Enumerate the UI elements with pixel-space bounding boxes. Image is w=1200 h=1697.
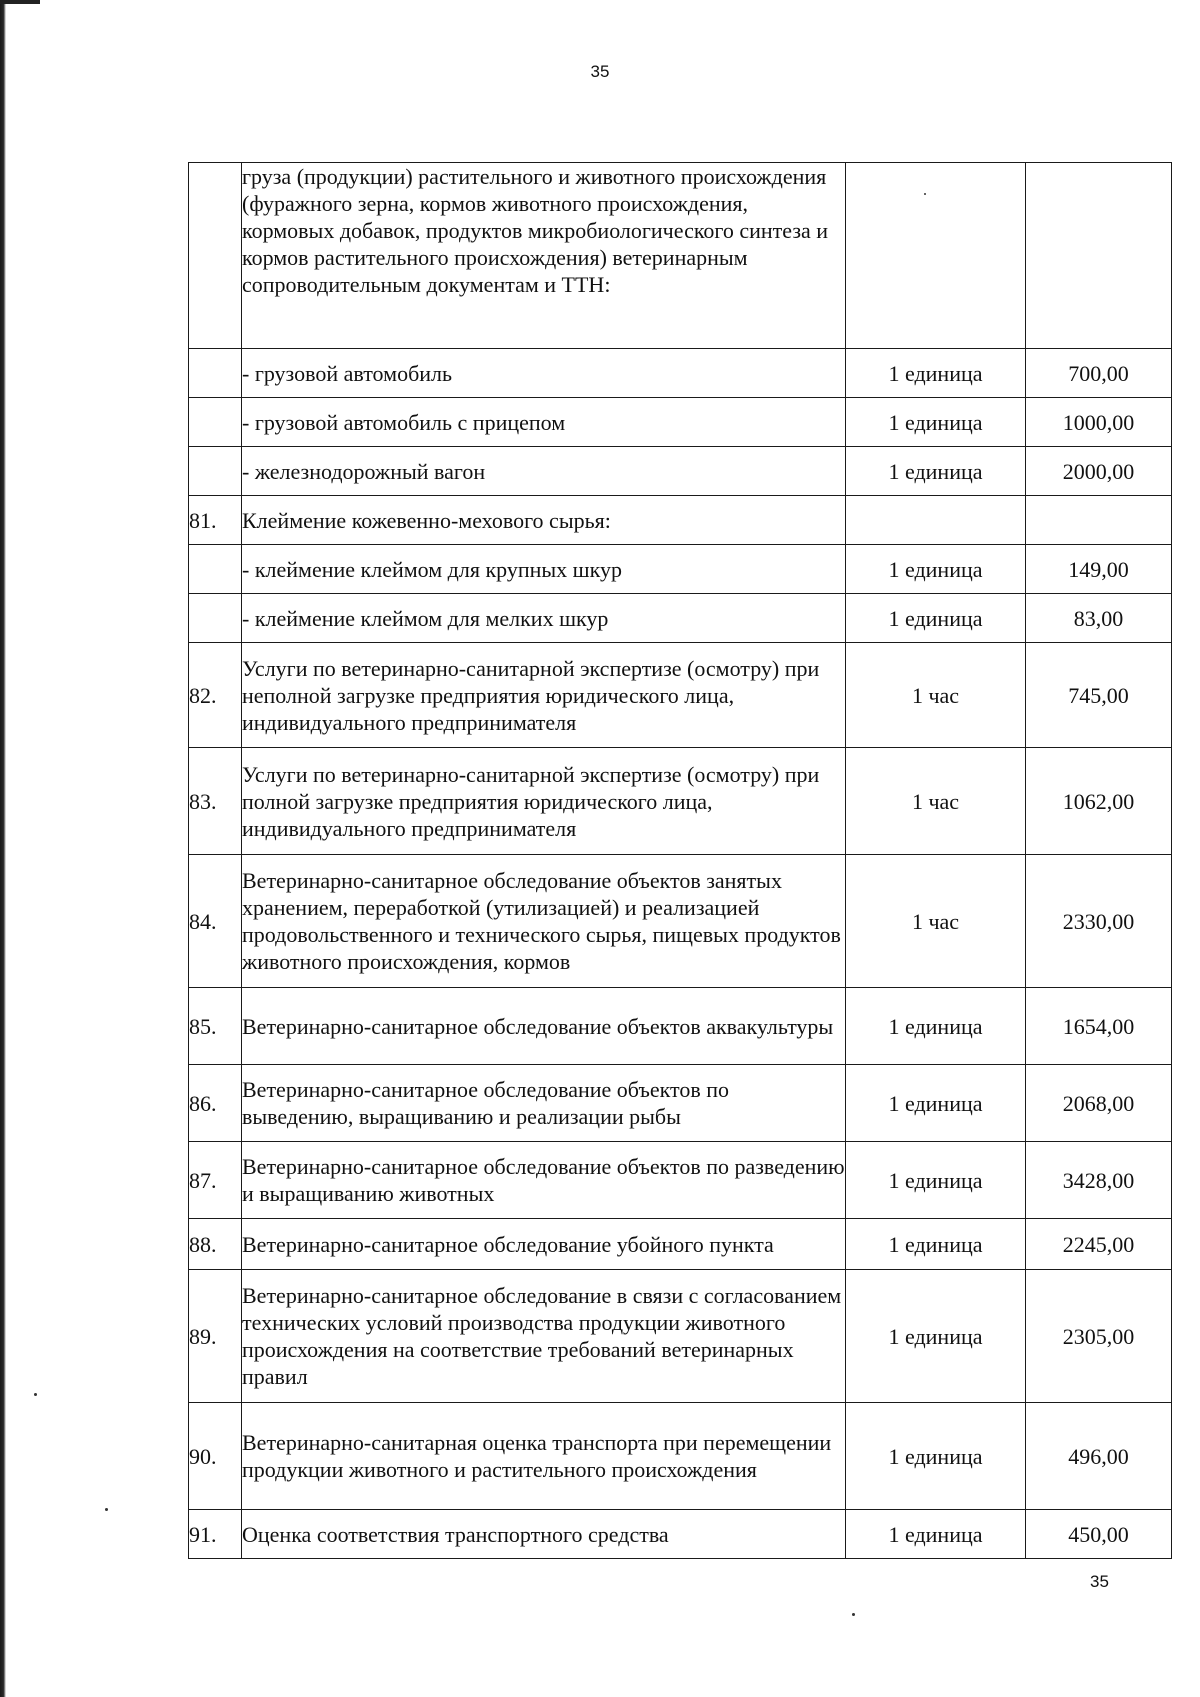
row-description: Ветеринарно-санитарное обследование объектов по выведению, выращиванию и реализации рыбы — [242, 1065, 846, 1142]
row-price: 1062,00 — [1026, 748, 1172, 855]
table-row — [189, 1270, 1172, 1403]
row-unit: 1 час — [846, 643, 1026, 748]
row-unit: 1 единица — [846, 1403, 1026, 1510]
table-row — [189, 1142, 1172, 1219]
row-number — [189, 163, 242, 349]
row-unit: 1 единица — [846, 545, 1026, 594]
table-row — [189, 163, 1172, 349]
table-row — [189, 1065, 1172, 1142]
row-price: 2068,00 — [1026, 1065, 1172, 1142]
row-number: 83. — [189, 748, 242, 855]
row-number: 91. — [189, 1510, 242, 1559]
table-row — [189, 1219, 1172, 1270]
table-row — [189, 594, 1172, 643]
row-description: Ветеринарно-санитарное обследование убойного пункта — [242, 1219, 846, 1270]
row-number: 85. — [189, 988, 242, 1065]
table-row — [189, 447, 1172, 496]
row-price: 3428,00 — [1026, 1142, 1172, 1219]
row-unit: 1 единица — [846, 1065, 1026, 1142]
row-number: 84. — [189, 855, 242, 988]
table-row — [189, 1510, 1172, 1559]
row-unit: 1 единица — [846, 1270, 1026, 1403]
row-number: 90. — [189, 1403, 242, 1510]
row-number — [189, 349, 242, 398]
row-unit: 1 единица — [846, 349, 1026, 398]
row-number: 86. — [189, 1065, 242, 1142]
row-unit: 1 единица — [846, 447, 1026, 496]
table-row — [189, 855, 1172, 988]
row-description: Ветеринарно-санитарное обследование объектов по разведению и выращиванию животных — [242, 1142, 846, 1219]
row-description: Ветеринарно-санитарное обследование объектов занятых хранением, переработкой (утилизацией) и реализацией продовольственного и технического сырья, пищевых продуктов животного происхождения, кормов — [242, 855, 846, 988]
scan-shadow-edge — [0, 0, 6, 1697]
row-price: 83,00 — [1026, 594, 1172, 643]
row-unit: 1 час — [846, 855, 1026, 988]
scan-speck — [34, 1393, 37, 1396]
row-unit: 1 единица — [846, 398, 1026, 447]
row-number: 88. — [189, 1219, 242, 1270]
row-unit: 1 единица — [846, 1142, 1026, 1219]
row-number — [189, 447, 242, 496]
row-price: 2000,00 — [1026, 447, 1172, 496]
row-price: 2305,00 — [1026, 1270, 1172, 1403]
row-description: - клеймение клеймом для крупных шкур — [242, 545, 846, 594]
row-price: 745,00 — [1026, 643, 1172, 748]
row-unit: 1 единица — [846, 1510, 1026, 1559]
row-description: груза (продукции) растительного и животного происхождения (фуражного зерна, кормов животного происхождения, кормовых добавок, продуктов микробиологического синтеза и кормов растительного происхождения) ветеринарным сопроводительным документам и ТТН: — [242, 163, 846, 349]
row-number — [189, 594, 242, 643]
scan-speck — [924, 193, 926, 195]
row-number — [189, 398, 242, 447]
row-number: 82. — [189, 643, 242, 748]
row-number: 87. — [189, 1142, 242, 1219]
table-row — [189, 988, 1172, 1065]
row-price: 450,00 — [1026, 1510, 1172, 1559]
row-description: - грузовой автомобиль — [242, 349, 846, 398]
row-number — [189, 545, 242, 594]
row-description: Ветеринарно-санитарное обследование объектов аквакультуры — [242, 988, 846, 1065]
scan-speck — [852, 1613, 855, 1616]
scan-speck — [105, 1508, 108, 1511]
row-price — [1026, 163, 1172, 349]
row-description: Услуги по ветеринарно-санитарной экспертизе (осмотру) при неполной загрузке предприятия юридического лица, индивидуального предпринимателя — [242, 643, 846, 748]
row-description: Ветеринарно-санитарное обследование в связи с согласованием технических условий производства продукции животного происхождения на соответствие требований ветеринарных правил — [242, 1270, 846, 1403]
row-description: Оценка соответствия транспортного средства — [242, 1510, 846, 1559]
table-row — [189, 349, 1172, 398]
page-number-top: 35 — [590, 62, 610, 81]
table-row — [189, 545, 1172, 594]
table-row — [189, 496, 1172, 545]
row-price: 2330,00 — [1026, 855, 1172, 988]
row-unit: 1 единица — [846, 594, 1026, 643]
row-unit — [846, 496, 1026, 545]
scan-shadow-corner — [0, 0, 40, 4]
row-number: 81. — [189, 496, 242, 545]
row-price — [1026, 496, 1172, 545]
row-description: - железнодорожный вагон — [242, 447, 846, 496]
table-row — [189, 1403, 1172, 1510]
tariff-table — [188, 162, 1172, 1559]
row-description: Клеймение кожевенно-мехового сырья: — [242, 496, 846, 545]
row-price: 1654,00 — [1026, 988, 1172, 1065]
row-number: 89. — [189, 1270, 242, 1403]
row-unit: 1 единица — [846, 1219, 1026, 1270]
row-price: 149,00 — [1026, 545, 1172, 594]
row-description: Услуги по ветеринарно-санитарной экспертизе (осмотру) при полной загрузке предприятия юридического лица, индивидуального предпринимателя — [242, 748, 846, 855]
row-price: 2245,00 — [1026, 1219, 1172, 1270]
row-description: - грузовой автомобиль с прицепом — [242, 398, 846, 447]
page-number-bottom: 35 — [1090, 1572, 1109, 1591]
row-price: 496,00 — [1026, 1403, 1172, 1510]
row-unit: 1 час — [846, 748, 1026, 855]
table-row — [189, 398, 1172, 447]
row-unit — [846, 163, 1026, 349]
row-unit: 1 единица — [846, 988, 1026, 1065]
row-price: 1000,00 — [1026, 398, 1172, 447]
table-row — [189, 643, 1172, 748]
row-description: - клеймение клеймом для мелких шкур — [242, 594, 846, 643]
row-description: Ветеринарно-санитарная оценка транспорта при перемещении продукции животного и растительного происхождения — [242, 1403, 846, 1510]
row-price: 700,00 — [1026, 349, 1172, 398]
table-row — [189, 748, 1172, 855]
